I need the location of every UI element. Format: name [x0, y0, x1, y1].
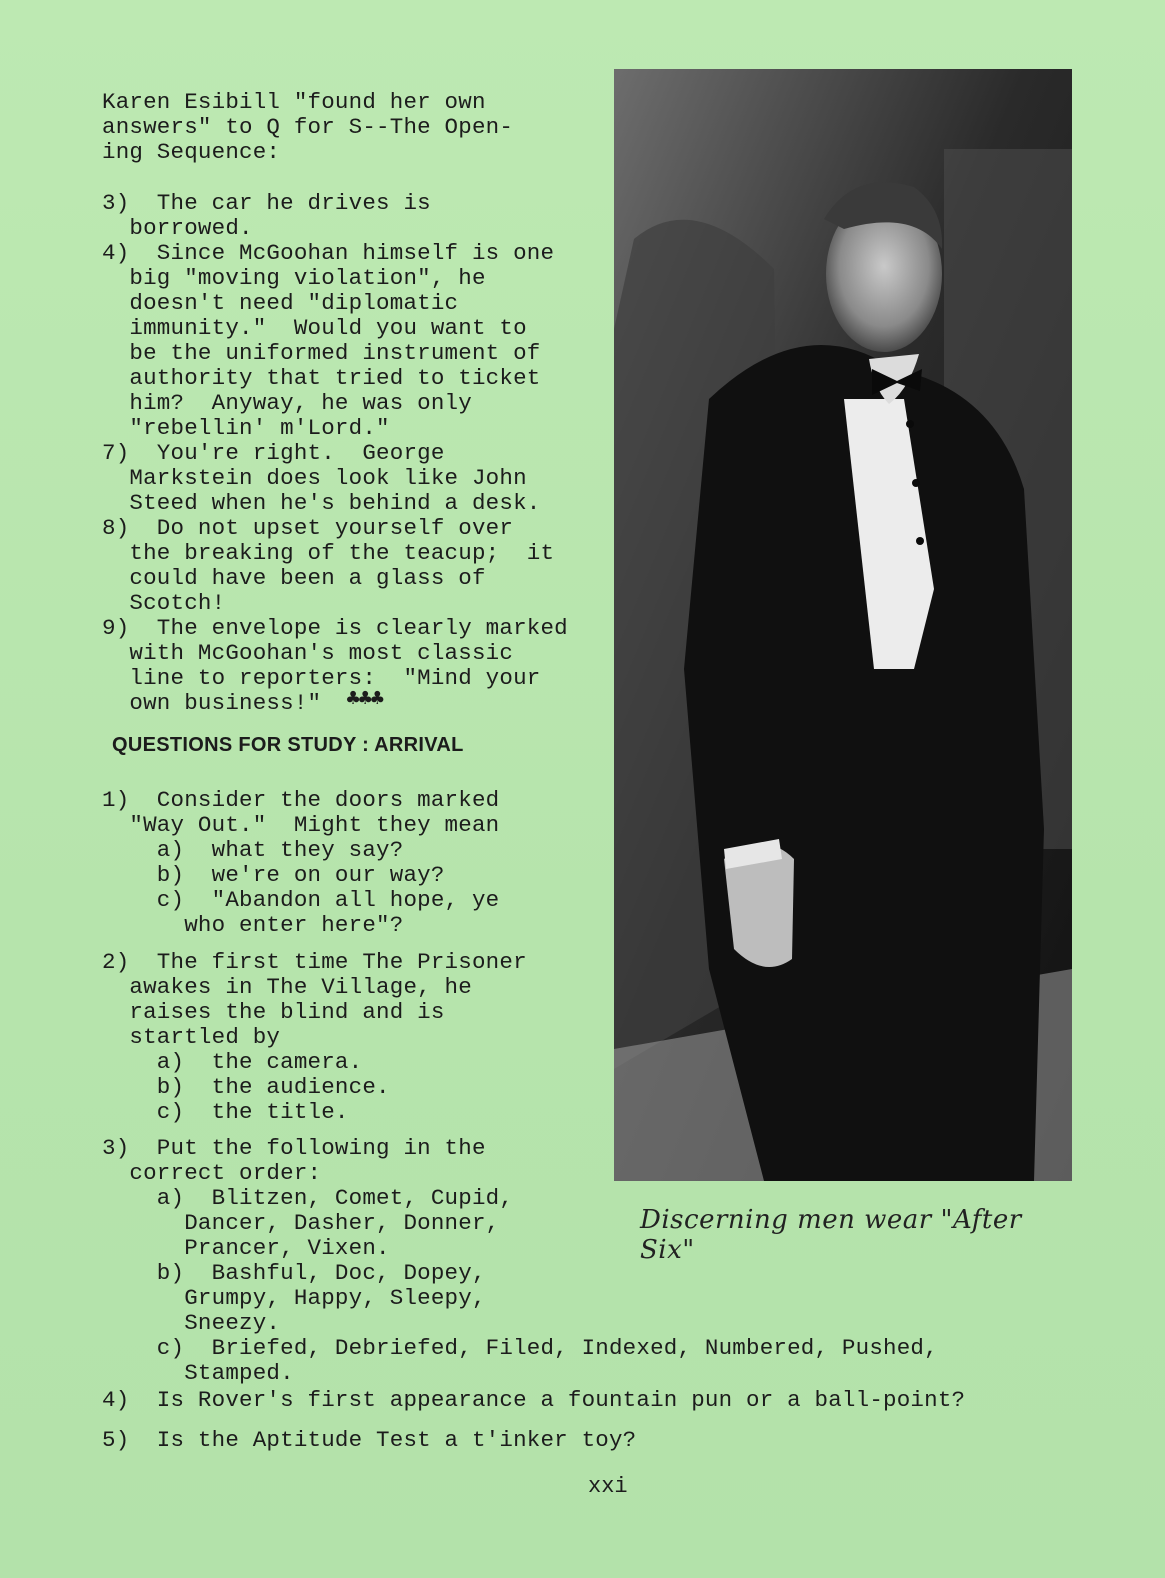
- answer-line: big "moving violation", he: [102, 265, 486, 291]
- answer-line: 9) The envelope is clearly marked: [102, 615, 568, 641]
- question-line: Dancer, Dasher, Donner,: [102, 1210, 500, 1236]
- question-line: c) Briefed, Debriefed, Filed, Indexed, Numbered, Pushed,: [102, 1335, 938, 1361]
- question-line: 2) The first time The Prisoner: [102, 949, 527, 975]
- answers-list: [102, 191, 622, 716]
- answer-line: him? Anyway, he was only: [102, 390, 472, 416]
- answer-line: 4) Since McGoohan himself is one: [102, 240, 555, 266]
- question-line: startled by: [102, 1024, 281, 1050]
- answer-line: be the uniformed instrument of: [102, 340, 541, 366]
- page-number: xxi: [588, 1474, 628, 1499]
- question-line: c) the title.: [102, 1099, 349, 1125]
- intro-line: ing Sequence:: [102, 139, 281, 165]
- question-5: 5) Is the Aptitude Test a t'inker toy?: [102, 1427, 637, 1453]
- question-line: who enter here"?: [102, 912, 404, 938]
- intro-line: answers" to Q for S--The Open-: [102, 114, 514, 140]
- question-line: b) we're on our way?: [102, 862, 445, 888]
- man-in-tuxedo-illustration: [614, 69, 1072, 1181]
- answer-line: line to reporters: "Mind your: [102, 665, 541, 691]
- question-line: Stamped.: [102, 1360, 294, 1386]
- question-line: b) Bashful, Doc, Dopey,: [102, 1260, 486, 1286]
- question-line: c) "Abandon all hope, ye: [102, 887, 500, 913]
- answer-line: "rebellin' m'Lord.": [102, 415, 390, 441]
- answer-line: Steed when he's behind a desk.: [102, 490, 541, 516]
- question-line: awakes in The Village, he: [102, 974, 472, 1000]
- question-line: correct order:: [102, 1160, 322, 1186]
- intro-text: [102, 90, 622, 165]
- section-heading: QUESTIONS FOR STUDY : ARRIVAL: [112, 734, 464, 756]
- answer-line: could have been a glass of: [102, 565, 486, 591]
- question-line: a) the camera.: [102, 1049, 363, 1075]
- question-line: "Way Out." Might they mean: [102, 812, 500, 838]
- answer-line: 7) You're right. George: [102, 440, 445, 466]
- answer-line: with McGoohan's most classic: [102, 640, 514, 666]
- photo-caption: Discerning men wear "After Six": [640, 1205, 1022, 1265]
- question-line: 3) Put the following in the: [102, 1135, 486, 1161]
- question-line: Grumpy, Happy, Sleepy,: [102, 1285, 486, 1311]
- question-line: Prancer, Vixen.: [102, 1235, 390, 1261]
- clover-ornament: ♣♣♣: [345, 688, 382, 709]
- question-line: a) Blitzen, Comet, Cupid,: [102, 1185, 514, 1211]
- answer-line: the breaking of the teacup; it: [102, 540, 555, 566]
- question-4: 4) Is Rover's first appearance a fountain pun or a ball-point?: [102, 1387, 966, 1413]
- answer-line: immunity." Would you want to: [102, 315, 527, 341]
- answer-line: Markstein does look like John: [102, 465, 527, 491]
- answer-line: 3) The car he drives is: [102, 190, 431, 216]
- question-1: [102, 788, 622, 938]
- question-line: raises the blind and is: [102, 999, 445, 1025]
- question-line: a) what they say?: [102, 837, 404, 863]
- answer-line: authority that tried to ticket: [102, 365, 541, 391]
- answer-line: doesn't need "diplomatic: [102, 290, 459, 316]
- question-line: Sneezy.: [102, 1310, 281, 1336]
- question-2: [102, 950, 622, 1125]
- intro-line: Karen Esibill "found her own: [102, 89, 486, 115]
- portrait-photo: [614, 69, 1072, 1181]
- answer-line: own business!": [102, 690, 322, 716]
- answer-line: 8) Do not upset yourself over: [102, 515, 514, 541]
- question-line: b) the audience.: [102, 1074, 390, 1100]
- answer-line: Scotch!: [102, 590, 226, 616]
- answer-line: borrowed.: [102, 215, 253, 241]
- question-line: 1) Consider the doors marked: [102, 787, 500, 813]
